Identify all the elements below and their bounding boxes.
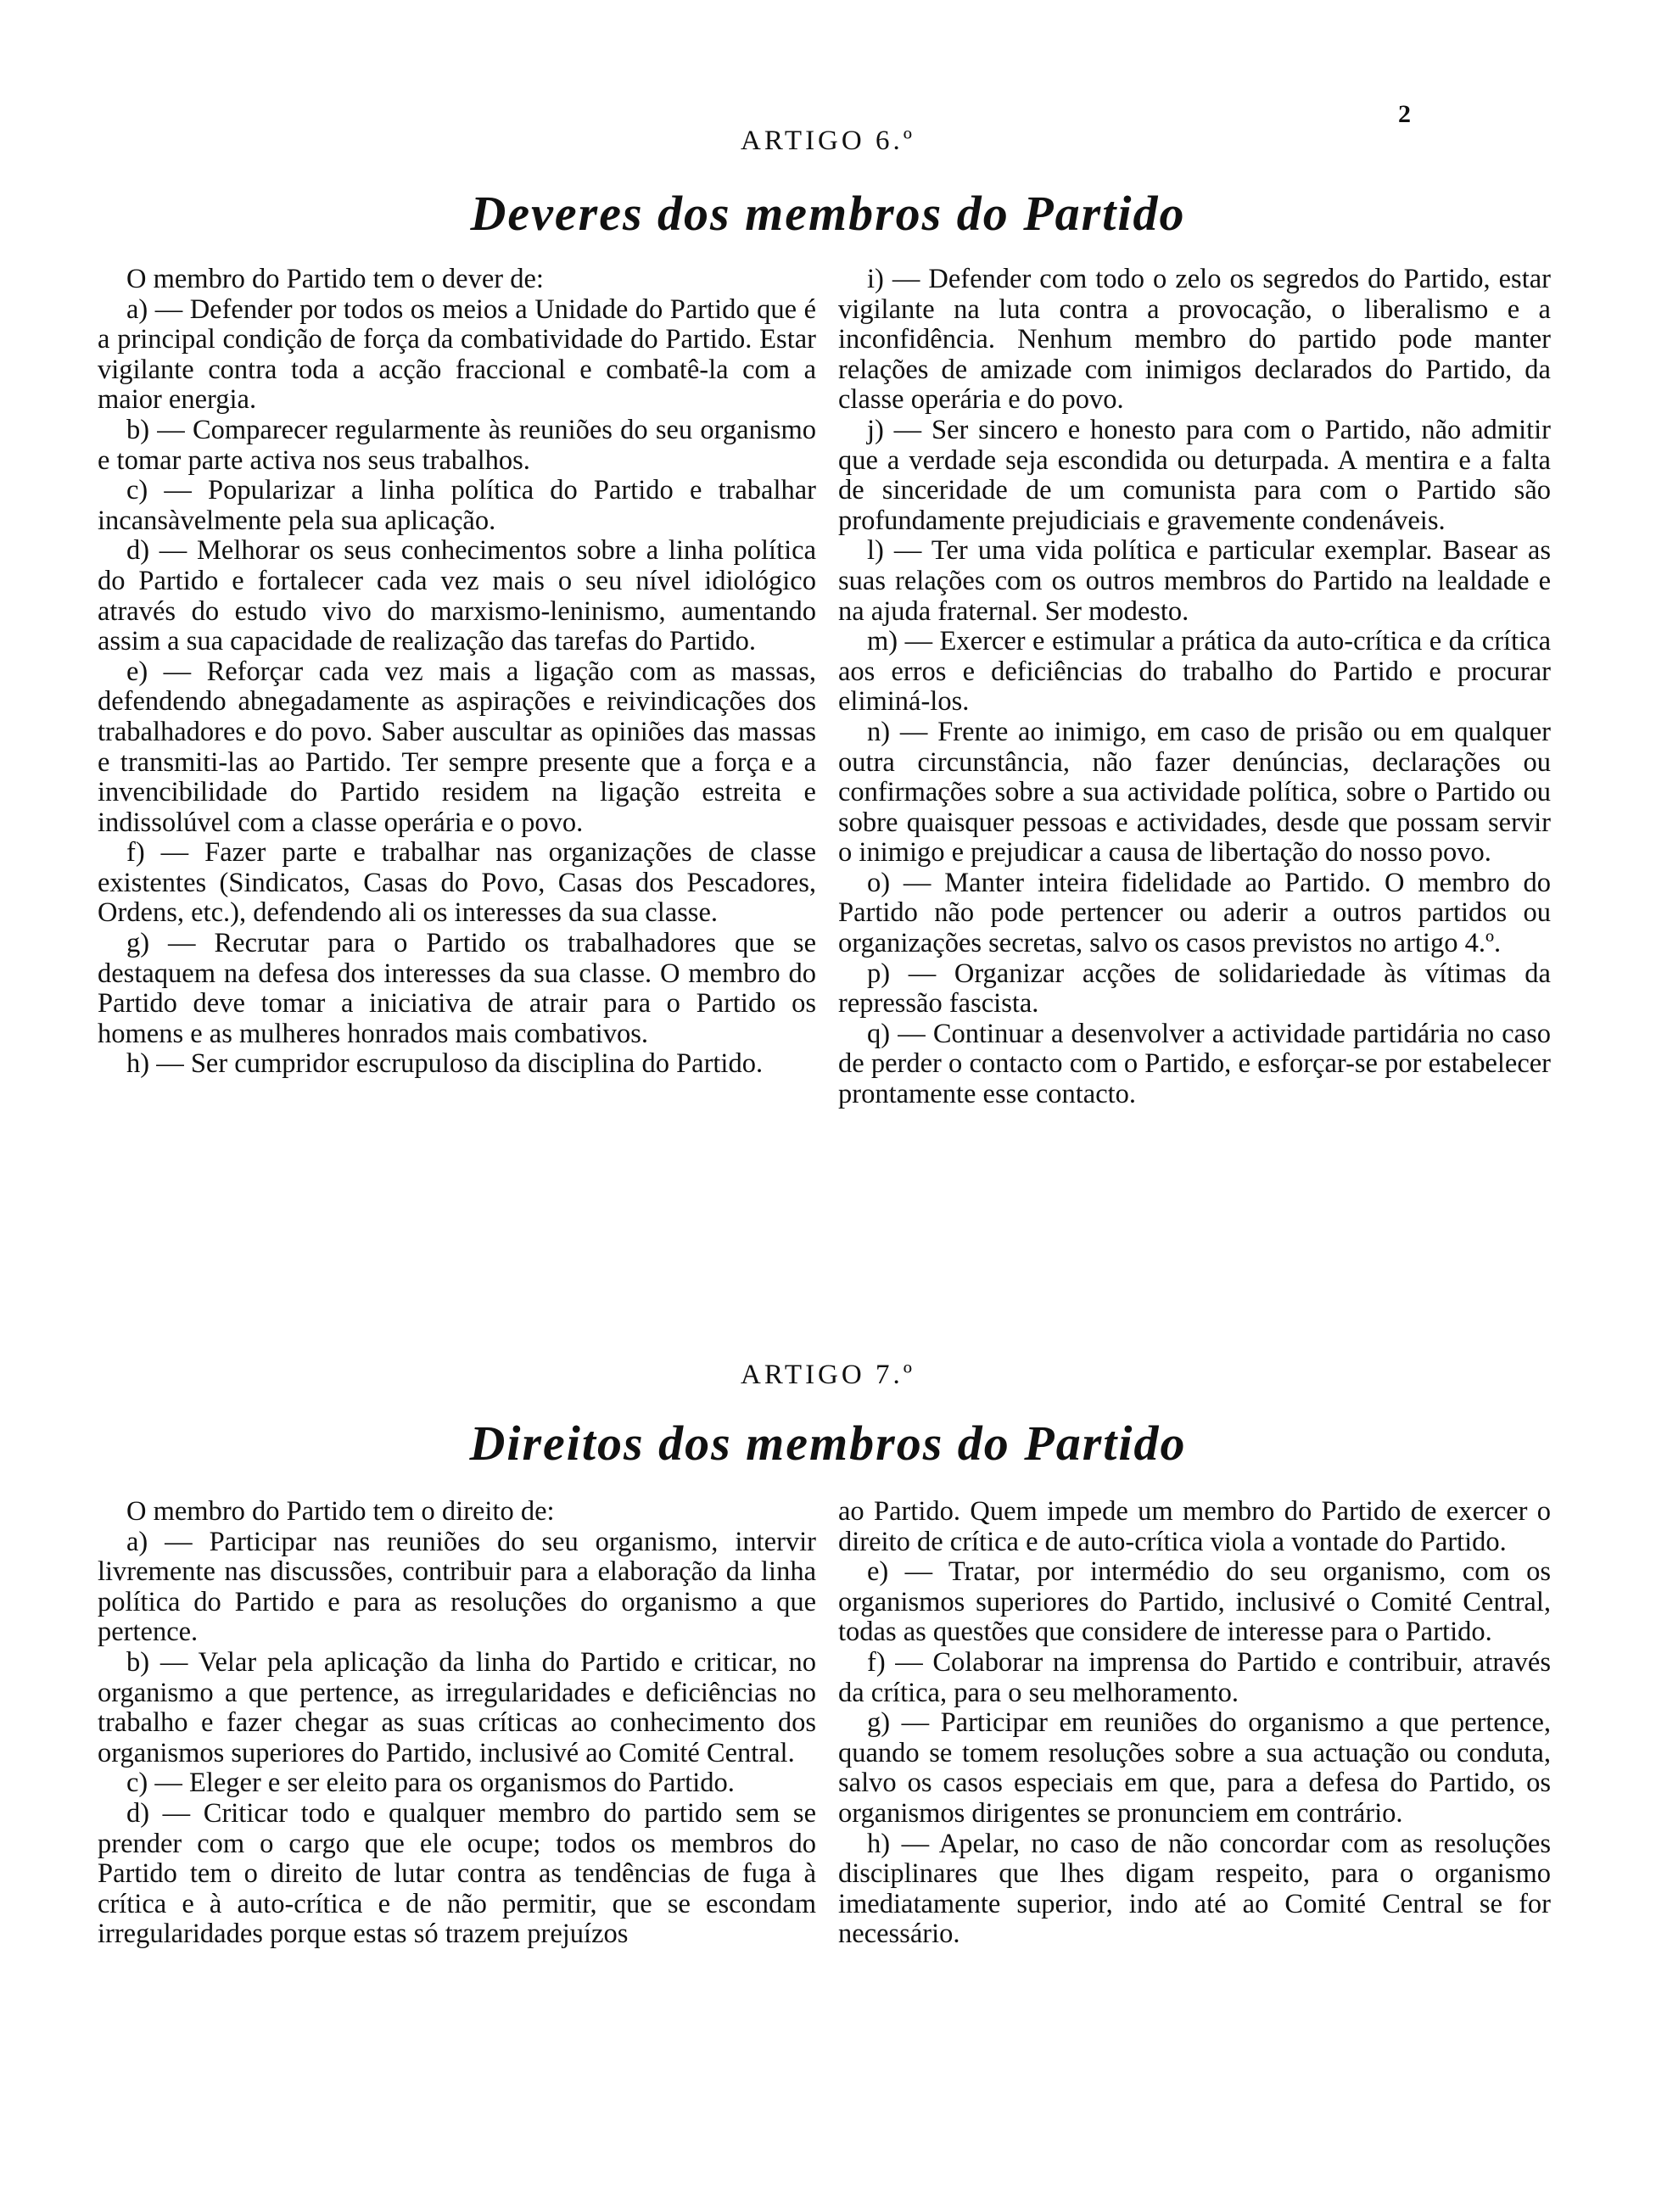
paragraph: ao Partido. Quem impede um membro do Partido de exercer o direito de crítica e de auto-crítica viola a vontade do Partido. <box>838 1496 1551 1557</box>
paragraph: b) — Comparecer regularmente às reuniões do seu organismo e tomar parte activa nos seus trabalhos. <box>98 414 816 476</box>
paragraph: c) — Eleger e ser eleito para os organismos do Partido. <box>126 1768 735 1799</box>
article-6-right-column <box>838 265 1551 1110</box>
paragraph: e) — Reforçar cada vez mais a ligação com as massas, defendendo abnegadamente as aspirações e reivindicações dos trabalhadores e do povo. Saber auscultar as opiniões das massas e transmiti-las ao Partido. Ter sempre presente que a força e a invencibilidade do Partido residem na ligação estreita e indissolúvel com a classe operária e o povo. <box>98 656 816 838</box>
paragraph: j) — Ser sincero e honesto para com o Partido, não admitir que a verdade seja escondida ou deturpada. A mentira e a falta de sinceridade de um comunista para com o Partido são profundamente prejudiciais e gravemente condenáveis. <box>838 414 1551 536</box>
paragraph: b) — Velar pela aplicação da linha do Partido e criticar, no organismo a que pertence, as irregularidades e deficiências no trabalho e fazer chegar as suas críticas ao conhecimento dos organismos superiores do Partido, inclusivé ao Comité Central. <box>98 1646 816 1768</box>
article-7-left-column <box>98 1497 816 1950</box>
paragraph: a) — Participar nas reuniões do seu organismo, intervir livremente nas discussões, contribuir para a elaboração da linha política do Partido e para as resoluções do organismo a que pertence. <box>98 1526 816 1648</box>
paragraph: e) — Tratar, por intermédio do seu organismo, com os organismos superiores do Partido, inclusivé o Comité Central, todas as questões que considere de interesse para o Partido. <box>838 1556 1551 1648</box>
paragraph: n) — Frente ao inimigo, em caso de prisão ou em qualquer outra circunstância, não fazer denúncias, declarações ou confirmações sobre a sua actividade política, sobre o Partido ou sobre quaisquer pessoas e actividades, desde que possam servir o inimigo e prejudicar a causa de libertação do nosso povo. <box>838 716 1551 869</box>
paragraph: g) — Participar em reuniões do organismo a que pertence, quando se tomem resoluções sobre a sua actuação ou conduta, salvo os casos especiais em que, para a defesa do Partido, os organismos dirigentes se pronunciem em contrário. <box>838 1707 1551 1829</box>
paragraph: g) — Recrutar para o Partido os trabalhadores que se destaquem na defesa dos interesses da sua classe. O membro do Partido deve tomar a iniciativa de atrair para o Partido os homens e as mulheres honrados mais combativos. <box>98 928 816 1049</box>
article-7-title: Direitos dos membros do Partido <box>469 1416 1187 1471</box>
paragraph: h) — Ser cumpridor escrupuloso da disciplina do Partido. <box>126 1048 764 1080</box>
paragraph: d) — Criticar todo e qualquer membro do partido sem se prender com o cargo que ele ocupe; todos os membros do Partido tem o direito de lutar contra as tendências de fuga à crítica e à auto-crítica e de não permitir, que se escondam irregularidades porque estas só trazem prejuízos <box>98 1797 816 1950</box>
article-7-right-column <box>838 1497 1551 1950</box>
article-6-label: ARTIGO 6.º <box>741 126 915 156</box>
paragraph: i) — Defender com todo o zelo os segredos do Partido, estar vigilante na luta contra a provocação, o liberalismo e a inconfidência. Nenhum membro do partido pode manter relações de amizade com inimigos declarados do Partido, da classe operária e do povo. <box>838 264 1551 416</box>
paragraph: c) — Popularizar a linha política do Partido e trabalhar incansàvelmente pela sua aplicação. <box>98 475 816 536</box>
article-6-title: Deveres dos membros do Partido <box>470 186 1186 241</box>
paragraph: d) — Melhorar os seus conhecimentos sobre a linha política do Partido e fortalecer cada vez mais o seu nível idiológico através do estudo vivo do marxismo-leninismo, aumentando assim a sua capacidade de realização das tarefas do Partido. <box>98 535 816 657</box>
paragraph: f) — Fazer parte e trabalhar nas organizações de classe existentes (Sindicatos, Casas do Povo, Casas dos Pescadores, Ordens, etc.), defendendo ali os interesses da sua classe. <box>98 837 816 929</box>
page-number: 2 <box>1398 100 1411 128</box>
paragraph: a) — Defender por todos os meios a Unidade do Partido que é a principal condição de força da combatividade do Partido. Estar vigilante contra toda a acção fraccional e combatê-la com a maior energia. <box>98 293 816 416</box>
article-7-label: ARTIGO 7.º <box>741 1360 915 1390</box>
paragraph: f) — Colaborar na imprensa do Partido e contribuir, através da crítica, para o seu melhoramento. <box>838 1646 1551 1708</box>
paragraph: O membro do Partido tem o dever de: <box>126 264 544 294</box>
paragraph: m) — Exercer e estimular a prática da auto-crítica e da crítica aos erros e deficiências do trabalho do Partido e procurar eliminá-los. <box>838 626 1551 718</box>
paragraph: q) — Continuar a desenvolver a actividade partidária no caso de perder o contacto com o Partido, e esforçar-se por estabelecer prontamente esse contacto. <box>838 1018 1551 1110</box>
paragraph: p) — Organizar acções de solidariedade às vítimas da repressão fascista. <box>838 958 1551 1019</box>
article-6-left-column <box>98 265 816 1080</box>
paragraph: O membro do Partido tem o direito de: <box>126 1496 555 1527</box>
paragraph: l) — Ter uma vida política e particular exemplar. Basear as suas relações com os outros membros do Partido na lealdade e na ajuda fraternal. Ser modesto. <box>838 535 1551 627</box>
paragraph: h) — Apelar, no caso de não concordar com as resoluções disciplinares que lhes digam respeito, para o organismo imediatamente superior, indo até ao Comité Central se for necessário. <box>838 1828 1551 1950</box>
paragraph: o) — Manter inteira fidelidade ao Partido. O membro do Partido não pode pertencer ou aderir a outros partidos ou organizações secretas, salvo os casos previstos no artigo 4.º. <box>838 867 1551 959</box>
